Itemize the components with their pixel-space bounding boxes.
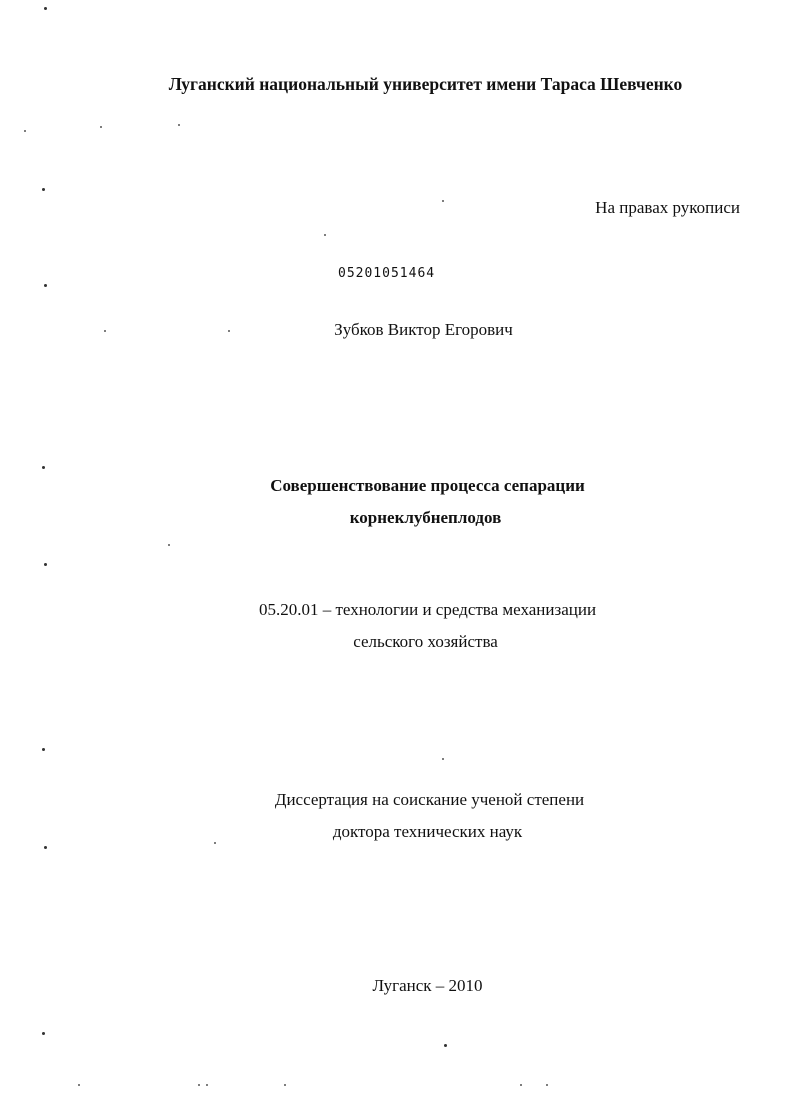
- scan-speck: [228, 330, 230, 332]
- scan-speck: [206, 1084, 208, 1086]
- scan-speck: [324, 234, 326, 236]
- scan-speck: [444, 1044, 447, 1047]
- scan-speck: [198, 1084, 200, 1086]
- scan-speck: [44, 284, 47, 287]
- title-line-2: корнеклубнеплодов: [349, 508, 502, 527]
- scan-speck: [100, 126, 102, 128]
- specialty-line-1: 05.20.01 – технологии и средства механизации: [258, 600, 597, 619]
- scan-speck: [42, 1032, 45, 1035]
- scan-speck: [42, 188, 45, 191]
- scan-speck: [24, 130, 26, 132]
- scan-speck: [42, 466, 45, 469]
- scan-speck: [44, 7, 47, 10]
- scan-speck: [520, 1084, 522, 1086]
- scan-speck: [178, 124, 180, 126]
- scan-speck: [214, 842, 216, 844]
- degree-line-2: доктора технических наук: [332, 822, 523, 841]
- scan-speck: [42, 748, 45, 751]
- scan-speck: [284, 1084, 286, 1086]
- degree-line-1: Диссертация на соискание ученой степени: [274, 790, 585, 809]
- university-name: Луганский национальный университет имени Тараса Шевченко: [168, 74, 683, 94]
- city-year: Луганск – 2010: [372, 976, 483, 995]
- scan-speck: [104, 330, 106, 332]
- title-line-1: Совершенствование процесса сепарации: [270, 476, 585, 495]
- scan-speck: [442, 758, 444, 760]
- scan-speck: [78, 1084, 80, 1086]
- catalog-number: 05201051464: [338, 266, 436, 281]
- scan-speck: [44, 563, 47, 566]
- scan-speck: [44, 846, 47, 849]
- manuscript-note: На правах рукописи: [595, 198, 740, 217]
- author-name: Зубков Виктор Егорович: [334, 320, 513, 339]
- specialty-line-2: сельского хозяйства: [353, 632, 498, 651]
- scan-speck: [546, 1084, 548, 1086]
- scan-speck: [168, 544, 170, 546]
- scan-speck: [442, 200, 444, 202]
